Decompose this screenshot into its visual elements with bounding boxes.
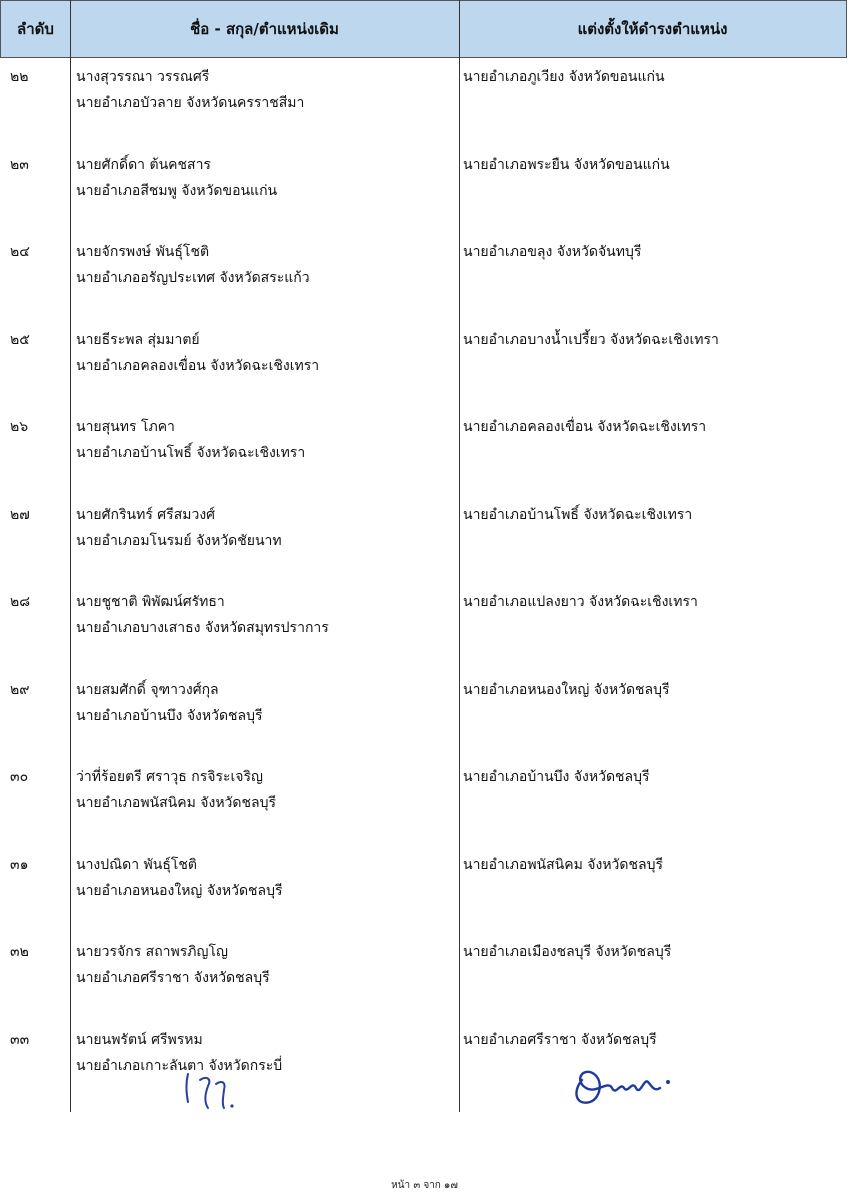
table-row xyxy=(0,846,849,932)
new-position: นายอำเภอคลองเขื่อน จังหวัดฉะเชิงเทรา xyxy=(463,419,707,435)
person-name: นางสุวรรณา วรรณศรี xyxy=(76,69,210,85)
person-name: นายวรจักร สถาพรภิญโญ xyxy=(76,944,228,960)
new-position: นายอำเภอศรีราชา จังหวัดชลบุรี xyxy=(463,1031,657,1048)
table-row xyxy=(0,758,849,844)
row-number: ๒๗ xyxy=(10,506,30,523)
old-position: นายอำเภอหนองใหญ่ จังหวัดชลบุรี xyxy=(76,882,283,899)
old-position: นายอำเภอบ้านบึง จังหวัดชลบุรี xyxy=(76,707,263,724)
row-number: ๓๑ xyxy=(10,856,29,873)
new-position: นายอำเภอบ้านบึง จังหวัดชลบุรี xyxy=(463,769,650,785)
person-name: นายสมศักดิ์ จุฑาวงศ์กุล xyxy=(76,681,219,698)
table-row xyxy=(0,583,849,669)
table-row xyxy=(0,1021,849,1107)
old-position: นายอำเภอบางเสาธง จังหวัดสมุทรปราการ xyxy=(76,620,329,636)
row-number: ๒๓ xyxy=(10,156,29,173)
row-number: ๒๕ xyxy=(10,331,30,348)
old-position: นายอำเภอมโนรมย์ จังหวัดชัยนาท xyxy=(76,532,282,549)
person-name: นายศักดิ์ดา ต้นคชสาร xyxy=(76,156,211,173)
old-position: นายอำเภอคลองเขื่อน จังหวัดฉะเชิงเทรา xyxy=(76,357,320,374)
person-name: ว่าที่ร้อยตรี ศราวุธ กรจิระเจริญ xyxy=(76,769,263,785)
person-name: นางปณิดา พันธุ์โชติ xyxy=(76,856,198,873)
new-position: นายอำเภอขลุง จังหวัดจันทบุรี xyxy=(463,244,642,260)
row-number: ๒๔ xyxy=(10,244,30,260)
old-position: นายอำเภอบัวลาย จังหวัดนครราชสีมา xyxy=(76,95,305,111)
table-row xyxy=(0,321,849,407)
old-position: นายอำเภออรัญประเทศ จังหวัดสระแก้ว xyxy=(76,270,310,286)
person-name: นายศักรินทร์ ศรีสมวงศ์ xyxy=(76,506,216,523)
person-name: นายนพรัตน์ ศรีพรหม xyxy=(76,1031,203,1048)
old-position: นายอำเภอศรีราชา จังหวัดชลบุรี xyxy=(76,970,270,986)
header-name-old-position: ชื่อ - สกุล/ตำแหน่งเดิม xyxy=(70,0,459,58)
table-row xyxy=(0,146,849,232)
new-position: นายอำเภอพนัสนิคม จังหวัดชลบุรี xyxy=(463,856,663,873)
person-name: นายสุนทร โภคา xyxy=(76,419,175,435)
row-number: ๓๓ xyxy=(10,1031,30,1048)
new-position: นายอำเภอบางน้ำเปรี้ยว จังหวัดฉะเชิงเทรา xyxy=(463,331,719,348)
table-row xyxy=(0,58,849,144)
header-order: ลำดับ xyxy=(0,0,70,58)
row-number: ๒๘ xyxy=(10,594,31,610)
old-position: นายอำเภอสีชมพู จังหวัดขอนแก่น xyxy=(76,182,278,199)
row-number: ๒๒ xyxy=(10,69,29,85)
person-name: นายชูชาติ พิพัฒน์ศรัทธา xyxy=(76,594,225,610)
old-position: นายอำเภอพนัสนิคม จังหวัดชลบุรี xyxy=(76,795,276,811)
table-row xyxy=(0,233,849,319)
new-position: นายอำเภอภูเวียง จังหวัดขอนแก่น xyxy=(463,69,665,85)
row-number: ๒๙ xyxy=(10,681,30,698)
page-number: หน้า ๓ จาก ๑๗ xyxy=(391,1180,458,1191)
old-position: นายอำเภอเกาะลันตา จังหวัดกระบี่ xyxy=(76,1057,283,1074)
table-row xyxy=(0,408,849,494)
table-row xyxy=(0,671,849,757)
row-number: ๓๒ xyxy=(10,944,29,960)
old-position: นายอำเภอบ้านโพธิ์ จังหวัดฉะเชิงเทรา xyxy=(76,445,306,461)
table-row xyxy=(0,933,849,1019)
initials-signature xyxy=(178,1068,248,1112)
new-position: นายอำเภอพระยืน จังหวัดขอนแก่น xyxy=(463,156,670,173)
person-name: นายธีระพล สุ่มมาตย์ xyxy=(76,331,200,348)
new-position: นายอำเภอบ้านโพธิ์ จังหวัดฉะเชิงเทรา xyxy=(463,506,693,523)
new-position: นายอำเภอแปลงยาว จังหวัดฉะเชิงเทรา xyxy=(463,594,698,610)
new-position: นายอำเภอเมืองชลบุรี จังหวัดชลบุรี xyxy=(463,944,672,960)
new-position: นายอำเภอหนองใหญ่ จังหวัดชลบุรี xyxy=(463,681,670,698)
table-row xyxy=(0,496,849,582)
row-number: ๒๖ xyxy=(10,419,29,435)
row-number: ๓๐ xyxy=(10,769,29,785)
header-new-position: แต่งตั้งให้ดำรงตำแหน่ง xyxy=(459,0,847,58)
person-name: นายจักรพงษ์ พันธุ์โชติ xyxy=(76,244,210,260)
signature xyxy=(568,1058,674,1110)
